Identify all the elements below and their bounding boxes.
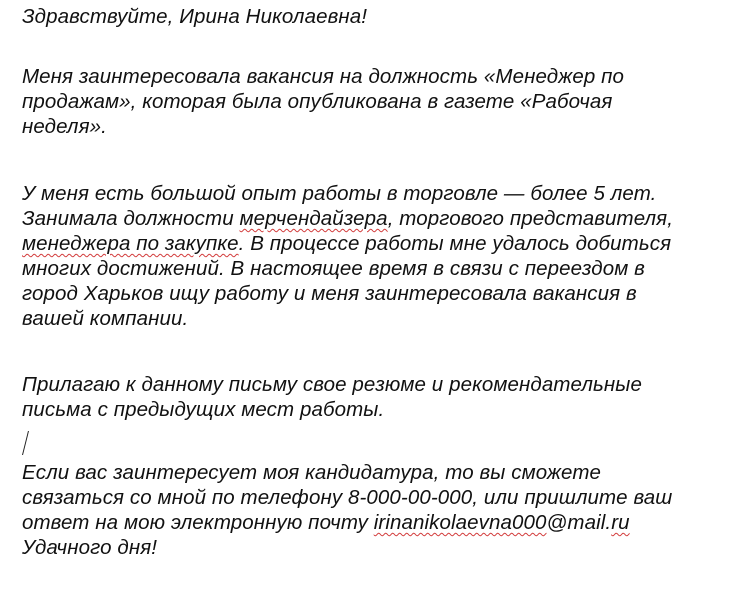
text-segment: В процессе работы мне удалось добиться <box>244 232 672 255</box>
paragraph-contact <box>22 460 672 560</box>
paragraph-line: неделя». <box>22 115 107 138</box>
paragraph-line: город Харьков ищу работу и меня заинтересовала вакансия в <box>22 282 637 305</box>
text-segment: . <box>238 232 245 255</box>
paragraph-line: вашей компании. <box>22 307 189 330</box>
paragraph-experience <box>22 181 673 331</box>
paragraph-line: продажам», которая была опубликована в газете «Рабочая <box>22 90 613 113</box>
paragraph-line: письма с предыдущих мест работы. <box>22 398 385 421</box>
spellcheck-flagged-word[interactable]: мерчендайзера <box>239 207 388 230</box>
paragraph-line: У меня есть большой опыт работы в торговле — более 5 лет. <box>22 182 657 205</box>
paragraph-line: многих достижений. В настоящее время в связи с переездом в <box>22 257 645 280</box>
greeting-line: Здравствуйте, Ирина Николаевна! <box>22 5 368 28</box>
text-segment: ответ на мою электронную почту <box>22 511 374 534</box>
email-tld[interactable]: ru <box>611 511 630 534</box>
email-domain[interactable]: @mail. <box>546 511 612 534</box>
closing-line: Удачного дня! <box>22 536 158 559</box>
greeting <box>22 4 367 29</box>
text-cursor <box>22 431 29 455</box>
paragraph-line <box>22 510 672 535</box>
paragraph-line: связаться со мной по телефону 8-000-00-000, или пришлите ваш <box>22 486 673 509</box>
paragraph-line <box>22 206 673 231</box>
email-username[interactable]: irinanikolaevna000 <box>373 511 547 534</box>
paragraph-vacancy-interest <box>22 64 624 139</box>
spellcheck-flagged-phrase[interactable]: менеджера по закупке <box>22 232 239 255</box>
text-segment: , торгового представителя, <box>387 207 674 230</box>
paragraph-line: Прилагаю к данному письму свое резюме и рекомендательные <box>22 373 642 396</box>
paragraph-line: Меня заинтересовала вакансия на должность «Менеджер по <box>22 65 625 88</box>
paragraph-attachments <box>22 372 642 422</box>
paragraph-line: Если вас заинтересует моя кандидатура, то вы сможете <box>22 461 601 484</box>
paragraph-line <box>22 231 673 256</box>
text-segment: Занимала должности <box>22 207 240 230</box>
